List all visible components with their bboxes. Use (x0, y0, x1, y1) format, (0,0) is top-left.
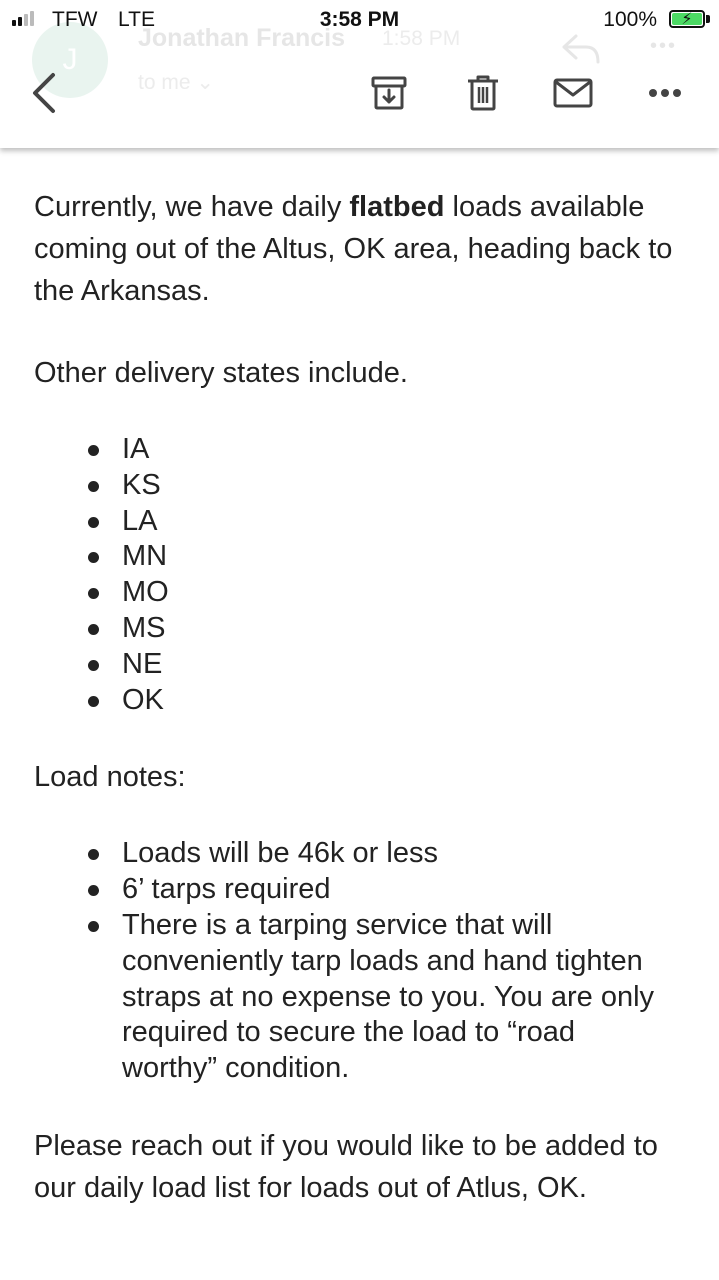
list-item: IA (34, 432, 674, 468)
network-type: LTE (118, 8, 155, 31)
list-item: OK (34, 683, 674, 719)
email-time: 1:58 PM (382, 27, 461, 50)
mark-unread-button[interactable] (548, 70, 598, 116)
status-time: 3:58 PM (319, 8, 400, 31)
back-button[interactable] (22, 70, 66, 116)
archive-icon (369, 73, 409, 113)
battery-icon (669, 10, 705, 28)
delete-button[interactable] (458, 70, 508, 116)
intro-bold-text: flatbed (349, 191, 445, 223)
mail-icon (552, 75, 594, 111)
notes-intro: Load notes: (34, 761, 186, 794)
status-bar (0, 0, 719, 40)
list-item: MS (34, 611, 674, 647)
list-item: There is a tarping service that will conveniently tarp loads and hand tighten straps at no expense to you. You are only required to secure the load to “road worthy” condition. (34, 908, 674, 1087)
intro-text-start: Currently, we have daily (34, 191, 350, 223)
list-item: LA (34, 504, 674, 540)
states-intro: Other delivery states include. (34, 357, 408, 389)
battery-cap (706, 15, 710, 23)
carrier-name: TFW (52, 8, 98, 31)
intro-text-end: loads available coming out of the Altus, OK area, heading back to the Arkansas. (34, 191, 673, 307)
trash-icon (463, 73, 503, 113)
list-item: 6’ tarps required (34, 872, 674, 908)
delivery-states-list (34, 432, 674, 718)
list-item: NE (34, 647, 674, 683)
ghost-more-icon: ••• (650, 35, 678, 57)
charging-bolt-icon: ⚡ (681, 11, 693, 28)
list-item: Loads will be 46k or less (34, 836, 674, 872)
load-notes-list (34, 836, 674, 1087)
intro-paragraph (34, 186, 674, 312)
battery-percent: 100% (603, 8, 657, 31)
list-item: MO (34, 575, 674, 611)
sender-name: Jonathan Francis (138, 24, 345, 52)
sender-avatar: J (32, 22, 108, 98)
list-item: MN (34, 539, 674, 575)
list-item: KS (34, 468, 674, 504)
email-body (34, 186, 674, 1209)
closing-paragraph: Please reach out if you would like to be added to our daily load list for loads out of Atlus, OK. (34, 1129, 658, 1204)
more-options-button[interactable] (640, 70, 690, 116)
archive-button[interactable] (364, 70, 414, 116)
chevron-left-icon (29, 71, 59, 115)
more-dots-icon (645, 87, 685, 99)
recipient-line: to me ⌄ (138, 71, 214, 94)
